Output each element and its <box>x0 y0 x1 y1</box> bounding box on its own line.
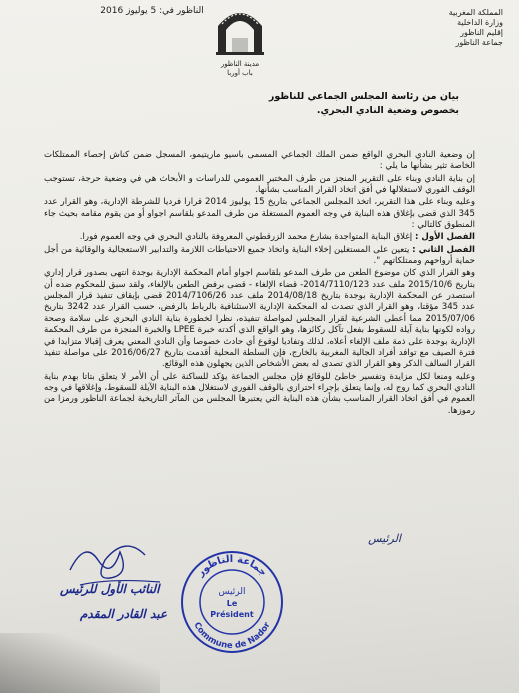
paragraph: وعليه وبناء على هذا التقرير، اتخذ المجلس الجماعي بتاريخ 15 يوليوز 2014 قرارا فرديا للشرطة الإدارية، وهو القرار عدد 345 الذي قضى بإغلاق هذه البناية في وجه العموم المستغلة من طرف المدعو بلقاسم اجواو أو من يقوم مقامه بحيث جاء المنطوق كالتالي : <box>44 197 475 231</box>
header-line: جماعة الناظور <box>455 38 503 47</box>
article-text: يتعين على المستغلين إخلاء البناية واتخاذ جميع الاحتياطات اللازمة والتدابير الاستعجالية والوقائية من أجل حماية أرواحهم وممتلكاتهم ". <box>44 244 475 267</box>
article-text: إغلاق البناية المتواجدة بشارع محمد الزرقطوني المعروفة بالنادي البحري في وجه العموم فورا. <box>79 232 413 243</box>
city-gate-icon <box>212 2 268 56</box>
document-body <box>44 150 475 418</box>
header-date: الناظور في: 5 يوليوز 2016 <box>100 6 204 16</box>
signatory-name: عبد القادر المقدم <box>80 607 168 621</box>
header-line: إقليم الناظور <box>460 28 503 37</box>
paragraph: إن بناية النادي وبناء على التقرير المنجز من طرف المختبر العمومي للدراسات و الأبحاث هي في وضعية حرجة، تستوجب الوقف الفوري لاستغلالها في أفق اتخاذ القرار المناسب بشأنها. <box>44 173 475 196</box>
svg-text:جماعة الناظور <box>194 554 268 579</box>
stamp-bottom-text: Commune de Nador <box>191 620 273 652</box>
document-title <box>180 90 459 118</box>
svg-text:Commune de Nador <box>191 620 273 651</box>
paragraph <box>44 232 475 243</box>
title-line: بخصوص وضعية النادي البحري. <box>316 105 459 116</box>
paragraph <box>44 245 475 268</box>
signature-title: الرئيس <box>368 532 401 545</box>
article-label: الفصل الثاني : <box>412 244 475 255</box>
paragraph: وعليه ومنعا لكل مزايدة وتفسير خاطئ للوقائع فإن مجلس الجماعة يؤكد للساكنة على أن الأمر لا يتعلق بتاتا بهدم بناية النادي البحري كما روج له، وإنما يتعلق بإجراء احترازي بالوقف الفوري لاستغلال هذه البناية الآيلة للسقوط، وإغلاقها في وجه العموم في أفق اتخاذ القرار المناسب بشأن هذه البناية التي يعتبرها المجلس من المآثر التاريخية لجماعة الناظور ورمزا من رموزها. <box>44 371 475 416</box>
page-shadow <box>0 633 160 693</box>
official-stamp <box>178 548 286 656</box>
header-line: المملكة المغربية <box>448 8 503 17</box>
title-line: بيان من رئاسة المجلس الجماعي للناظور <box>268 91 459 102</box>
logo-caption: باب أوربا <box>227 69 253 77</box>
stamp-center-fr: Président <box>210 610 254 619</box>
paragraph: وهو القرار الذي كان موضوع الطعن من طرف المدعو بلقاسم اجواو أمام المحكمة الإدارية بوجدة انتهى بصدور قرار إداري بتاريخ 2015/10/6 ملف عدد 2014/7110/123- قضاء الإلغاء - قضى برفض الطعن بالإلغاء، ولقد سبق للمحكوم ضده أن استصدر عن المحكمة الإدارية بوجدة بتاريخ 2014/08/18 ملف عدد 2014/7106/26 قضى بإيقاف تنفيذ قرار المجلس عدد 345 مؤقتا، وهو القرار الذي تصدت له المحكمة الإدارية الاستئنافية بالرباط بالرفض، حسب القرار عدد 3242 بتاريخ 2015/07/06 مما أعطى الشرعية لقرار المجلس لمواصلة تنفيذه، نظرا لخطورة بناية النادي البحري على سلامة وصحة رواده لكونها بناية آيلة للسقوط بفعل تآكل ركائزها، وهو الواقع الذي أكدته خبرة LPEE والخبرة المنجزة من طرف المحكمة الإدارية بوجدة على ذمة ملف الإلغاء أعلاه، لذلك وتفاديا لوقوع أي حادث خصوصا وأن النادي المعني يعرف إقبالا متزايدا في فترة الصيف مع توافد أفراد الجالية المغربية بالخارج، فإن السلطة المحلية أقدمت بتاريخ 2016/06/27 على مواصلة تنفيذ القرار السالف الذكر وهو القرار الذي تصدى له بعض الأشخاص الذين يجهلون هذه الوقائع. <box>44 268 475 370</box>
stamp-top-text: جماعة الناظور <box>195 553 269 579</box>
signatory-role: النائب الأول للرئيس <box>60 582 160 596</box>
header-institution <box>373 8 503 48</box>
city-logo <box>210 2 270 82</box>
header-line: وزارة الداخلية <box>457 18 503 27</box>
stamp-center-ar: الرئيس <box>218 587 246 597</box>
stamp-center-fr: Le <box>226 599 238 608</box>
article-label: الفصل الأول : <box>414 232 475 243</box>
paragraph: إن وضعية النادي البحري الواقع ضمن الملك الجماعي المسمى باسيو ماريتيمو، المسجل ضمن كناش إحصاء الممتلكات الخاصة تثير بشأنها ما يلي : <box>44 150 475 172</box>
logo-caption: مدينة الناظور <box>220 60 260 68</box>
